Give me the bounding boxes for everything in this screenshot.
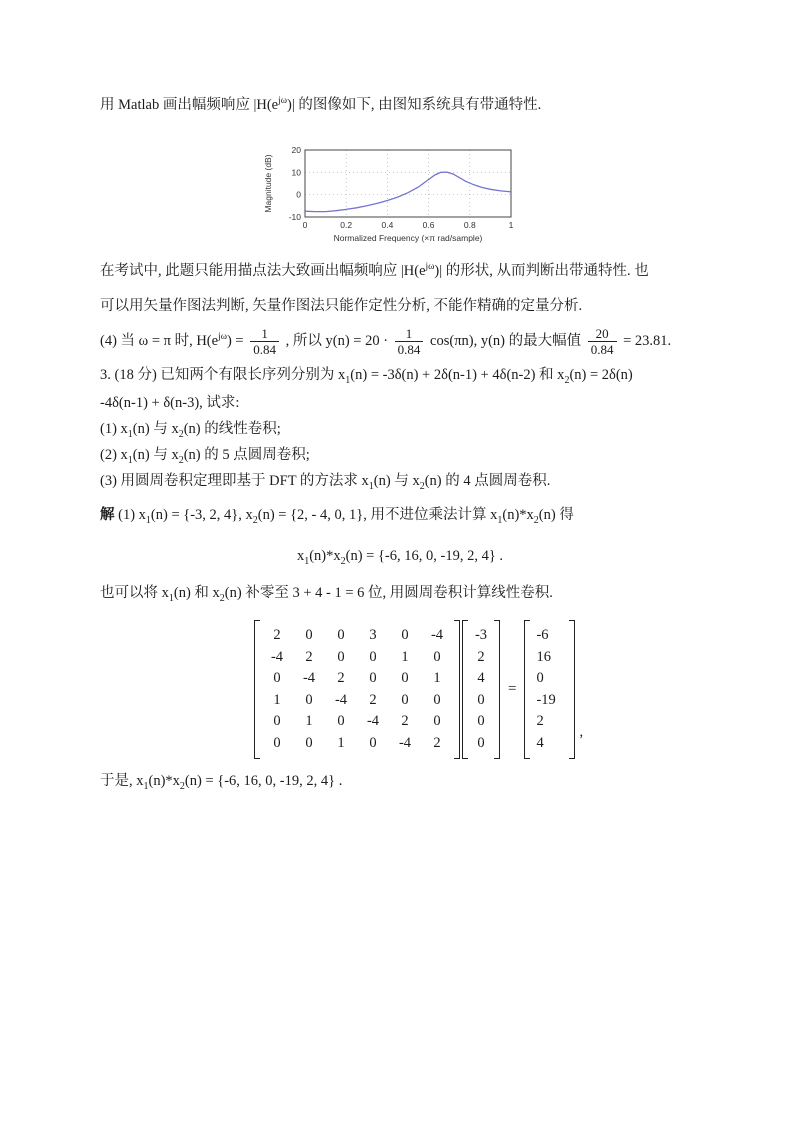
matrix-cell: -4 [398, 734, 412, 751]
matrix-cell: -4 [334, 691, 348, 708]
equals-sign: = [508, 681, 517, 697]
zero-pad-line: 也可以将 $x_1(n)$ 和 $x_2(n)$ 补零至 3 + 4 - 1 = 6 位, 用圆周卷积计算线性卷积. [100, 585, 553, 604]
matrix-cell: 1 [273, 691, 281, 708]
magnitude-chart-svg [262, 142, 532, 248]
item4-line: (4) 当 ω = π 时, $H(e^{j\omega})$ = $\frac{1}{0.84}$ , 所以 y(n) = 20 · $\frac{1}{0.84}$ cos(πn), y(n) 的最大幅值 $\frac{20}{0.84}$ = 23.81. [100, 326, 672, 357]
matrix-cell: 0 [369, 670, 377, 687]
matrix-cell: 0 [433, 713, 441, 730]
x-axis-label: Normalized Frequency (×π rad/sample) [333, 233, 483, 243]
matrix-row [469, 733, 493, 755]
solution-label: 解 [100, 507, 115, 523]
matrix-cell: 0 [305, 734, 313, 751]
matrix-cell: 0 [273, 670, 281, 687]
input-vector [462, 620, 500, 759]
matrix-row [469, 690, 493, 712]
ytick-label: 0 [296, 189, 301, 200]
xtick-label: 0.4 [381, 220, 394, 230]
exam-note-line1: 在考试中, 此题只能用描点法大致画出幅频响应 $|H(e^{j\omega})|$ 的形状, 从而判断出带通特性. 也 [100, 262, 649, 279]
matrix-cell: -19 [536, 691, 556, 708]
matrix-cell: 0 [305, 691, 313, 708]
question-2: (2) $x_1(n)$ 与 $x_2(n)$ 的 5 点圆周卷积; [100, 447, 310, 466]
ytick-label: -10 [288, 212, 301, 222]
magnitude-curve [305, 172, 511, 212]
matrix-cell: 4 [477, 670, 485, 687]
matrix-row [261, 647, 453, 669]
matrix-cell: 2 [305, 648, 313, 665]
matrix-row [531, 690, 568, 712]
matrix-row [261, 733, 453, 755]
matrix-cell: 16 [536, 648, 551, 665]
matrix-cell: 2 [273, 627, 281, 644]
xtick-label: 0 [302, 220, 308, 230]
matrix-equation [253, 620, 583, 759]
matrix-cell: 0 [536, 670, 544, 687]
matrix-cell: -4 [430, 627, 444, 644]
plot-box [305, 150, 511, 217]
matrix-cell: 0 [433, 648, 441, 665]
matrix-cell: 2 [369, 691, 377, 708]
problem3-line2: -4δ(n-1) + δ(n-3), 试求: [100, 395, 240, 411]
matrix-cell: 2 [477, 648, 485, 665]
trailing-comma: , [579, 724, 584, 740]
problem3-line1: 3. (18 分) 已知两个有限长序列分别为 $x_1(n) = -3\delta(n) + 2\delta(n-1) + 4\delta(n-2)$ 和 $x_2(n) = 2\delta(n)$ [100, 367, 633, 386]
matrix-cell: 1 [433, 670, 441, 687]
solution-line [100, 502, 700, 528]
matrix-cell: 0 [401, 627, 409, 644]
matrix-cell: 3 [369, 627, 377, 644]
ytick-label: 20 [291, 145, 301, 155]
matrix-cell: 2 [401, 713, 409, 730]
matrix-row [261, 668, 453, 690]
fraction: $\frac{1}{0.84}$ [395, 327, 424, 356]
matrix-row [531, 733, 568, 755]
matrix-cell: 0 [433, 691, 441, 708]
matrix-cell: 0 [337, 627, 345, 644]
fraction: $\frac{1}{0.84}$ [250, 327, 279, 356]
matrix-row [531, 668, 568, 690]
matrix-row [469, 668, 493, 690]
question-3: (3) 用圆周卷积定理即基于 DFT 的方法求 $x_1(n)$ 与 $x_2(n)$ 的 4 点圆周卷积. [100, 473, 551, 492]
matrix-row [469, 625, 493, 647]
ytick-label: 10 [291, 167, 301, 178]
intro-paragraph: 用 Matlab 画出幅频响应 $|H(e^{j\omega})|$ 的图像如下, 由图知系统具有带通特性. [100, 96, 542, 113]
matrix-cell: 0 [337, 713, 345, 730]
matrix-row [261, 711, 453, 733]
matrix-cell: 2 [433, 734, 441, 751]
xtick-label: 0.2 [340, 220, 353, 230]
xtick-label: 1 [508, 220, 514, 230]
xtick-label: 0.6 [422, 220, 435, 230]
matrix-cell: 0 [305, 627, 313, 644]
matrix-row [469, 711, 493, 733]
solution-text: (1) $x_1(n) = \{-3$, 2, 4}, $x_2(n) = \{2$, - 4, 0, 1}, 用不进位乘法计算 $x_1(n)*x_2(n)$ 得 [114, 507, 574, 526]
matrix-cell: 0 [401, 670, 409, 687]
matrix-cell: 0 [401, 691, 409, 708]
matrix-row [531, 647, 568, 669]
matrix-cell: 0 [369, 734, 377, 751]
matrix-row [531, 625, 568, 647]
matrix-cell: 1 [401, 648, 409, 665]
matrix-row [261, 690, 453, 712]
matrix-cell: 0 [477, 734, 485, 751]
result-vector [524, 620, 575, 759]
fraction: $\frac{20}{0.84}$ [588, 327, 617, 356]
matrix-cell: 4 [536, 734, 544, 751]
magnitude-response-figure [262, 142, 532, 248]
matrix-cell: 0 [477, 691, 485, 708]
matrix-cell: -4 [302, 670, 316, 687]
matrix-cell: 0 [273, 734, 281, 751]
matrix-cell: -6 [536, 627, 549, 644]
circulant-matrix [254, 620, 460, 759]
exam-note-line2: 可以用矢量作图法判断, 矢量作图法只能作定性分析, 不能作精确的定量分析. [100, 298, 583, 314]
matrix-row [469, 647, 493, 669]
matrix-row [261, 625, 453, 647]
matrix-cell: 0 [337, 648, 345, 665]
matrix-row [531, 711, 568, 733]
matrix-cell: 0 [273, 713, 281, 730]
question-1: (1) $x_1(n)$ 与 $x_2(n)$ 的线性卷积; [100, 421, 281, 440]
xtick-label: 0.8 [463, 220, 476, 230]
y-axis-label: Magnitude (dB) [263, 154, 273, 213]
matrix-cell: -3 [474, 627, 488, 644]
matrix-cell: 0 [369, 648, 377, 665]
matrix-cell: 0 [477, 713, 485, 730]
matrix-cell: 1 [305, 713, 313, 730]
matrix-cell: -4 [270, 648, 284, 665]
convolution-result-line: $x_1(n)*x_2(n) = \{-6$, 16, 0, -19, 2, 4} . [296, 548, 504, 567]
matrix-cell: -4 [366, 713, 380, 730]
matrix-cell: 2 [337, 670, 345, 687]
matrix-cell: 2 [536, 713, 544, 730]
conclusion-line: 于是, $x_1(n)*x_2(n) = \{-6$, 16, 0, -19, 2, 4} . [100, 773, 343, 792]
matrix-cell: 1 [337, 734, 345, 751]
